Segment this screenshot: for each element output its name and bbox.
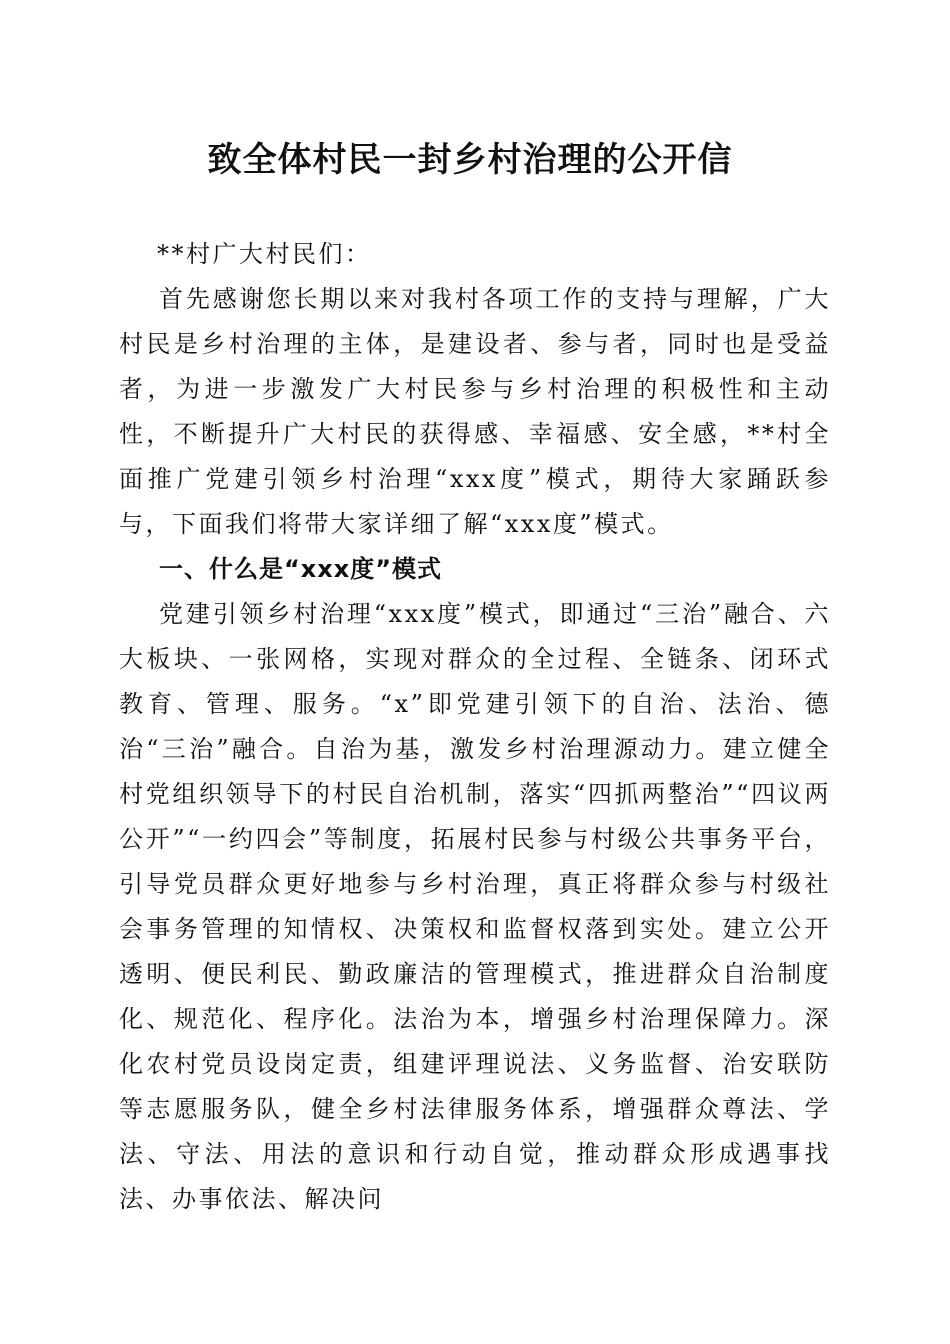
document-body [119,232,831,1222]
section-heading: 一、什么是“xxx度”模式 [159,555,442,583]
salutation: **村广大村民们： [157,240,372,268]
document-title: 致全体村民一封乡村治理的公开信 [207,140,733,180]
intro-paragraph: 首先感谢您长期以来对我村各项工作的支持与理解，广大村民是乡村治理的主体，是建设者、参与者，同时也是受益者，为进一步激发广大村民参与乡村治理的积极性和主动性，不断提升广大村民的获得感、幸福感、安全感，**村全面推广党建引领乡村治理“xxx度”模式，期待大家踊跃参与，下面我们将带大家详细了解“xxx度”模式。 [119,285,831,538]
section-paragraph: 党建引领乡村治理“xxx度”模式，即通过“三治”融合、六大板块、一张网格，实现对群众的全过程、全链条、闭环式教育、管理、服务。“x”即党建引领下的自治、法治、德治“三治”融合。自治为基，激发乡村治理源动力。建立健全村党组织领导下的村民自治机制，落实“四抓两整治”“四议两公开”“一约四会”等制度，拓展村民参与村级公共事务平台，引导党员群众更好地参与乡村治理，真正将群众参与村级社会事务管理的知情权、决策权和监督权落到实处。建立公开透明、便民利民、勤政廉洁的管理模式，推进群众自治制度化、规范化、程序化。法治为本，增强乡村治理保障力。深化农村党员设岗定责，组建评理说法、义务监督、治安联防等志愿服务队，健全乡村法律服务体系，增强群众尊法、学法、守法、用法的意识和行动自觉，推动群众形成遇事找法、办事依法、解决问 [119,600,831,1213]
